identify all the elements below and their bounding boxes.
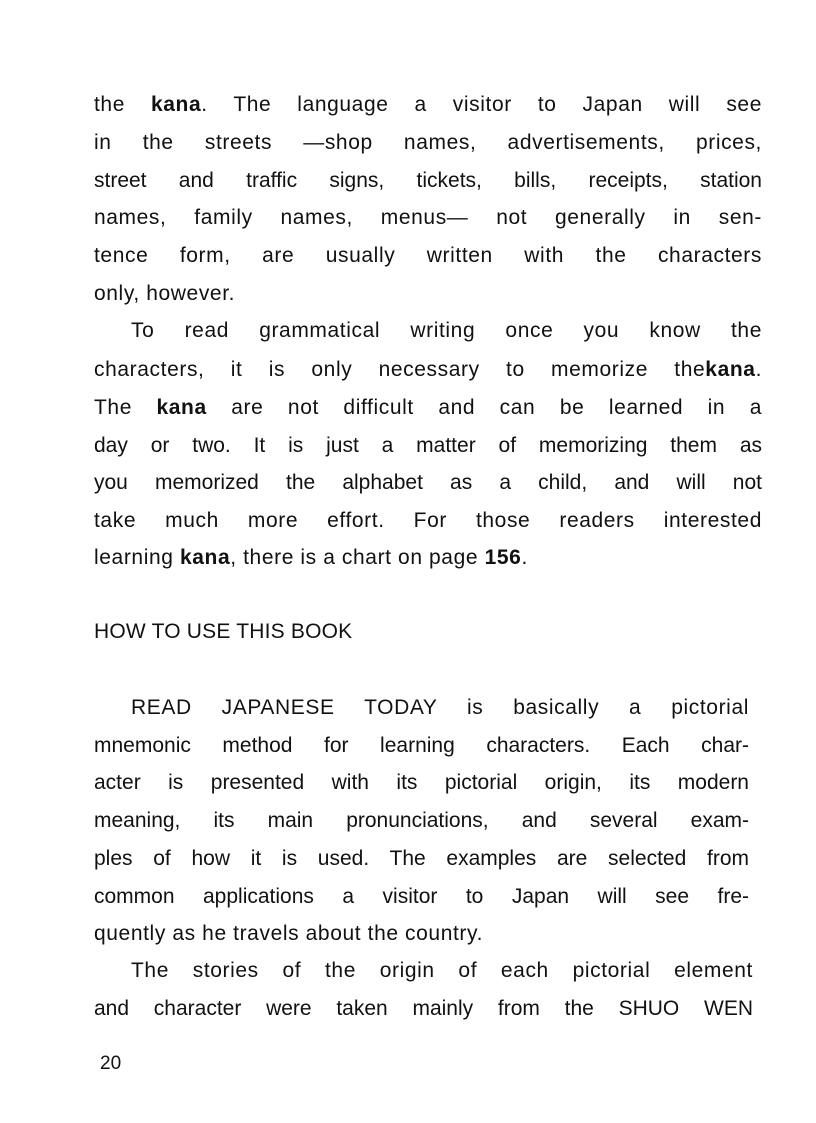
p2-line-6: take much more effort. For those readers interested xyxy=(94,509,762,532)
p2-line-7 xyxy=(94,545,528,571)
p2-line-2 xyxy=(94,357,762,383)
p1-line-4: names, family names, menus— not generally in sen- xyxy=(94,206,762,229)
text-span: are not difficult and can be learned in a xyxy=(206,396,762,419)
text-span: . The language a visitor to Japan will see xyxy=(201,93,762,116)
p1-line-6: only, however. xyxy=(94,282,236,305)
p2-line-4: day or two. It is just a matter of memorizing them as xyxy=(94,434,762,457)
text-span: learning xyxy=(94,546,180,569)
p2-line-3 xyxy=(94,395,762,421)
term-kana: kana xyxy=(151,93,202,116)
text-span: the xyxy=(94,93,151,116)
p3-line-5: ples of how it is used. The examples are selected from xyxy=(94,847,749,870)
page-number: 20 xyxy=(100,1053,122,1074)
p1-line-1 xyxy=(94,92,762,118)
text-span: , there is a chart on page xyxy=(230,546,485,569)
term-kana: kana xyxy=(156,396,207,419)
term-kana: kana xyxy=(179,546,231,569)
p3-line-2: mnemonic method for learning characters. Each char- xyxy=(94,734,749,757)
text-span: . xyxy=(755,358,762,381)
p3-line-1: READ JAPANESE TODAY is basically a pictorial xyxy=(131,696,749,719)
text-span: The xyxy=(94,396,157,419)
page-reference: 156 xyxy=(484,546,522,569)
section-heading: HOW TO USE THIS BOOK xyxy=(94,620,353,643)
p3-line-4: meaning, its main pronunciations, and several exam- xyxy=(94,809,749,832)
p3-line-6: common applications a visitor to Japan will see fre- xyxy=(94,885,749,908)
p3-line-3: acter is presented with its pictorial origin, its modern xyxy=(94,771,749,794)
p3-line-7: quently as he travels about the country. xyxy=(94,922,483,945)
text-span: characters, it is only necessary to memorize the xyxy=(94,358,706,381)
p1-line-5: tence form, are usually written with the characters xyxy=(94,244,762,267)
p4-line-1: The stories of the origin of each pictorial element xyxy=(131,959,753,982)
term-kana: kana xyxy=(705,358,756,381)
p2-line-1: To read grammatical writing once you know the xyxy=(131,319,762,342)
p4-line-2: and character were taken mainly from the SHUO WEN xyxy=(94,997,753,1020)
p1-line-2: in the streets —shop names, advertisements, prices, xyxy=(94,131,762,154)
p1-line-3: street and traffic signs, tickets, bills, receipts, station xyxy=(94,169,762,192)
p2-line-5: you memorized the alphabet as a child, and will not xyxy=(94,471,762,494)
text-span: . xyxy=(521,546,528,569)
